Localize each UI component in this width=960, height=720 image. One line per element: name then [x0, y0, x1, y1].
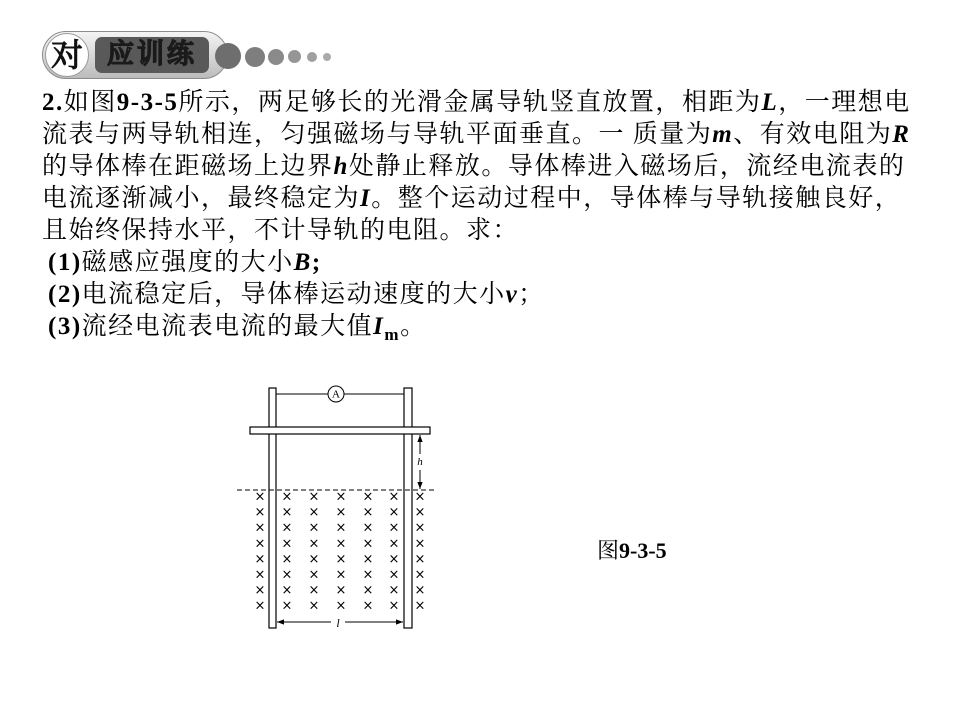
- field-cross: ×: [281, 598, 293, 614]
- field-cross: ×: [388, 567, 400, 583]
- field-cross: ×: [308, 505, 320, 521]
- field-cross: ×: [308, 536, 320, 552]
- text-run: 处静止释放。导体棒进入磁场后，流经电流表的: [348, 153, 906, 180]
- problem-number: 2.: [42, 89, 64, 116]
- question-2: [42, 279, 911, 311]
- field-cross: ×: [362, 567, 374, 583]
- field-cross: ×: [414, 520, 426, 536]
- question-number: (3): [48, 313, 82, 340]
- text-run: 所示，两足够长的光滑金属导轨竖直放置，相距为: [178, 89, 762, 116]
- question-number: (1): [48, 249, 82, 276]
- variable-I: I: [373, 313, 385, 340]
- field-cross: ×: [308, 489, 320, 505]
- field-cross: ×: [414, 551, 426, 567]
- question-1: [42, 247, 911, 279]
- field-cross: ×: [362, 520, 374, 536]
- decorative-dot: [245, 47, 265, 67]
- text-run: 的导体棒在距磁场上边界: [42, 153, 334, 180]
- field-cross: ×: [362, 505, 374, 521]
- field-cross: ×: [388, 505, 400, 521]
- field-cross: ×: [335, 489, 347, 505]
- field-cross: ×: [281, 567, 293, 583]
- text-run: 电流逐渐减小，最终稳定为: [42, 185, 361, 212]
- field-cross: ×: [335, 567, 347, 583]
- text-run: ，一理想电: [778, 89, 911, 116]
- variable-m: m: [712, 121, 734, 148]
- field-cross: ×: [254, 489, 266, 505]
- decorative-dot: [268, 49, 284, 65]
- question-3: [42, 311, 911, 343]
- text-run: 且始终保持水平，不计导轨的电阻。求：: [42, 217, 520, 244]
- field-cross: ×: [388, 520, 400, 536]
- field-cross: ×: [281, 489, 293, 505]
- magnetic-field: [255, 490, 426, 614]
- field-cross: ×: [414, 505, 426, 521]
- caption-prefix: 图: [597, 538, 620, 563]
- field-cross: ×: [362, 489, 374, 505]
- field-cross: ×: [308, 567, 320, 583]
- field-cross: ×: [335, 583, 347, 599]
- field-cross: ×: [388, 551, 400, 567]
- field-cross: ×: [335, 536, 347, 552]
- field-cross: ×: [335, 520, 347, 536]
- field-cross: ×: [254, 505, 266, 521]
- field-cross: ×: [308, 598, 320, 614]
- subscript-m: m: [384, 325, 401, 344]
- rail-circuit-diagram: [230, 380, 450, 632]
- height-label: h: [417, 456, 423, 468]
- problem-line: [42, 151, 911, 183]
- question-number: (2): [48, 281, 82, 308]
- field-cross: ×: [388, 598, 400, 614]
- ammeter-label: A: [332, 388, 340, 401]
- banner-first-char: 对: [45, 33, 89, 77]
- field-cross: ×: [254, 520, 266, 536]
- text-run: 电流稳定后，导体棒运动速度的大小: [81, 281, 506, 308]
- field-cross: ×: [414, 598, 426, 614]
- field-cross: ×: [414, 489, 426, 505]
- field-cross: ×: [254, 598, 266, 614]
- problem-line: [42, 183, 911, 215]
- text-run: 磁感应强度的大小: [81, 249, 294, 276]
- field-cross: ×: [254, 536, 266, 552]
- field-cross: ×: [281, 520, 293, 536]
- conductor-bar: [250, 427, 430, 434]
- field-cross: ×: [308, 520, 320, 536]
- field-cross: ×: [335, 505, 347, 521]
- decorative-dot: [288, 50, 301, 63]
- field-cross: ×: [308, 583, 320, 599]
- text-run: 。: [400, 313, 427, 340]
- field-cross: ×: [335, 551, 347, 567]
- text-run: 流经电流表电流的最大值: [81, 313, 374, 340]
- problem-line: [42, 119, 911, 151]
- figure-reference: 9-3-5: [116, 89, 179, 116]
- variable-I: I: [360, 185, 372, 212]
- decorative-dot: [307, 52, 317, 62]
- field-cross: ×: [281, 551, 293, 567]
- field-cross: ×: [362, 583, 374, 599]
- field-cross: ×: [362, 536, 374, 552]
- field-cross: ×: [388, 583, 400, 599]
- field-cross: ×: [335, 598, 347, 614]
- field-cross: ×: [414, 567, 426, 583]
- field-cross: ×: [308, 551, 320, 567]
- text-run: 流表与两导轨相连，匀强磁场与导轨平面垂直。一 质量为: [42, 121, 713, 148]
- variable-h: h: [333, 153, 349, 180]
- problem-line: [42, 87, 911, 119]
- field-cross: ×: [414, 583, 426, 599]
- left-rail: [269, 388, 276, 628]
- problem-line: [42, 215, 911, 247]
- text-run: 如图: [63, 89, 117, 116]
- text-run: ；: [518, 281, 545, 308]
- banner-title: 应训练: [95, 37, 209, 73]
- field-cross: ×: [281, 505, 293, 521]
- field-cross: ×: [281, 536, 293, 552]
- field-cross: ×: [281, 583, 293, 599]
- section-banner: [42, 31, 228, 79]
- field-cross: ×: [362, 551, 374, 567]
- field-cross: ×: [254, 567, 266, 583]
- spacing-label: l: [336, 616, 340, 630]
- variable-R: R: [892, 121, 911, 148]
- figure-caption: [597, 537, 667, 565]
- variable-B: B: [293, 249, 312, 276]
- right-rail: [404, 388, 412, 628]
- text-run: 。整个运动过程中，导体棒与导轨接触良好，: [371, 185, 902, 212]
- field-cross: ×: [388, 536, 400, 552]
- field-cross: ×: [254, 551, 266, 567]
- field-cross: ×: [414, 536, 426, 552]
- field-cross: ×: [388, 489, 400, 505]
- field-cross: ×: [254, 583, 266, 599]
- decorative-dot: [323, 53, 331, 61]
- caption-number: 9-3-5: [619, 538, 667, 563]
- variable-v: v: [505, 281, 519, 308]
- decorative-dot: [215, 43, 241, 69]
- text-run: ;: [311, 249, 322, 276]
- text-run: 、有效电阻为: [733, 121, 893, 148]
- variable-L: L: [761, 89, 779, 116]
- problem-text: [42, 87, 911, 343]
- field-cross: ×: [362, 598, 374, 614]
